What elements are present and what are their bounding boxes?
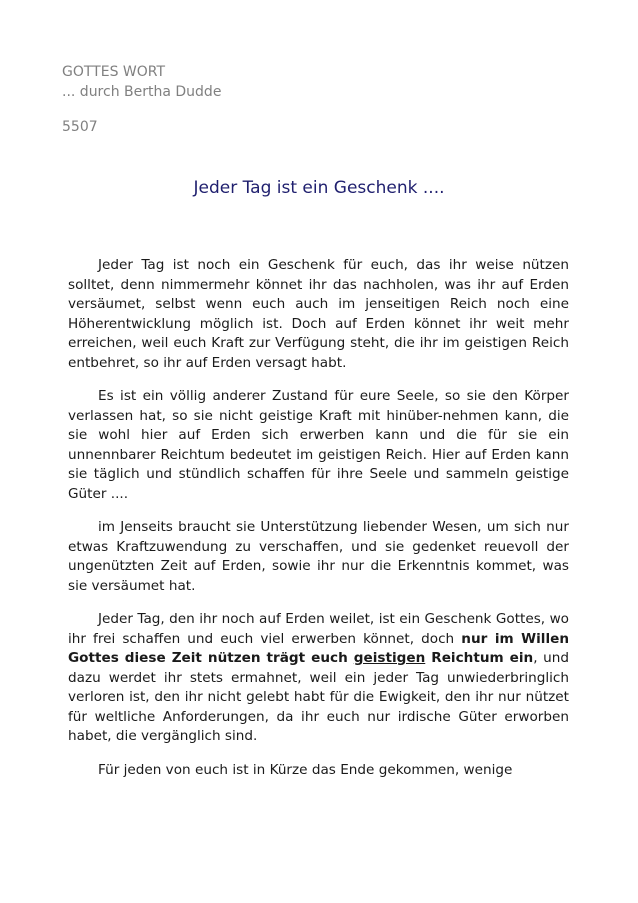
paragraph-1: Jeder Tag ist noch ein Geschenk für euch, das ihr weise nützen solltet, denn nimmermehr könnet ihr das nachholen, was ihr auf Erden versäumet, selbst wenn euch auch im jenseitigen Reich noch eine Höherentwicklung möglich ist. Doch auf Erden könnet ihr weit mehr erreichen, weil euch Kraft zur Verfügung steht, die ihr im geistigen Reich entbehret, so ihr auf Erden versagt habt. xyxy=(68,257,569,371)
paragraph-4-start: Jeder Tag, den ihr noch auf Erden weilet, ist ein Geschenk Gottes, wo ihr frei schaffen und euch viel erwerben könnet, doch xyxy=(68,611,569,647)
document-body xyxy=(68,256,569,794)
paragraph-3: im Jenseits braucht sie Unterstützung liebender Wesen, um sich nur etwas Kraftzuwendung zu verschaffen, und sie gedenket reuevoll der ungenützten Zeit auf Erden, sowie ihr nur die Erkenntnis kommet, was sie versäumet hat. xyxy=(68,519,569,594)
paragraph-4-bold-2: Reichtum ein xyxy=(425,650,534,666)
page-title: Jeder Tag ist ein Geschenk .... xyxy=(193,178,445,198)
header-author: ... durch Bertha Dudde xyxy=(62,84,222,100)
paragraph-2: Es ist ein völlig anderer Zustand für eure Seele, so sie den Körper verlassen hat, so sie nicht geistige Kraft mit hinüber-nehmen kann, die sie wohl hier auf Erden sich erwerben kann und die für sie ein unnennbarer Reichtum bedeutet im geistigen Reich. Hier auf Erden kann sie täglich und stündlich schaffen für ihre Seele und sammeln geistige Güter .... xyxy=(68,388,569,502)
paragraph-4-bold-1: nur im Willen Gottes diese Zeit nützen trägt euch xyxy=(68,630,569,666)
document-number: 5507 xyxy=(62,119,98,135)
paragraph-4-bold-underlined: geistigen xyxy=(353,650,426,666)
paragraph-5: Für jeden von euch ist in Kürze das Ende gekommen, wenige xyxy=(98,761,513,778)
paragraph-4-end: , und dazu werdet ihr stets ermahnet, weil ein jeder Tag unwiederbringlich verloren ist, den ihr nicht gelebt habt für die Ewigkeit, den ihr nur nützet für weltliche Anforderungen, da ihr euch nur irdische Güter erworben habet, die vergänglich sind. xyxy=(68,650,569,744)
header-title: GOTTES WORT xyxy=(62,64,166,80)
paragraph-4 xyxy=(68,610,569,747)
